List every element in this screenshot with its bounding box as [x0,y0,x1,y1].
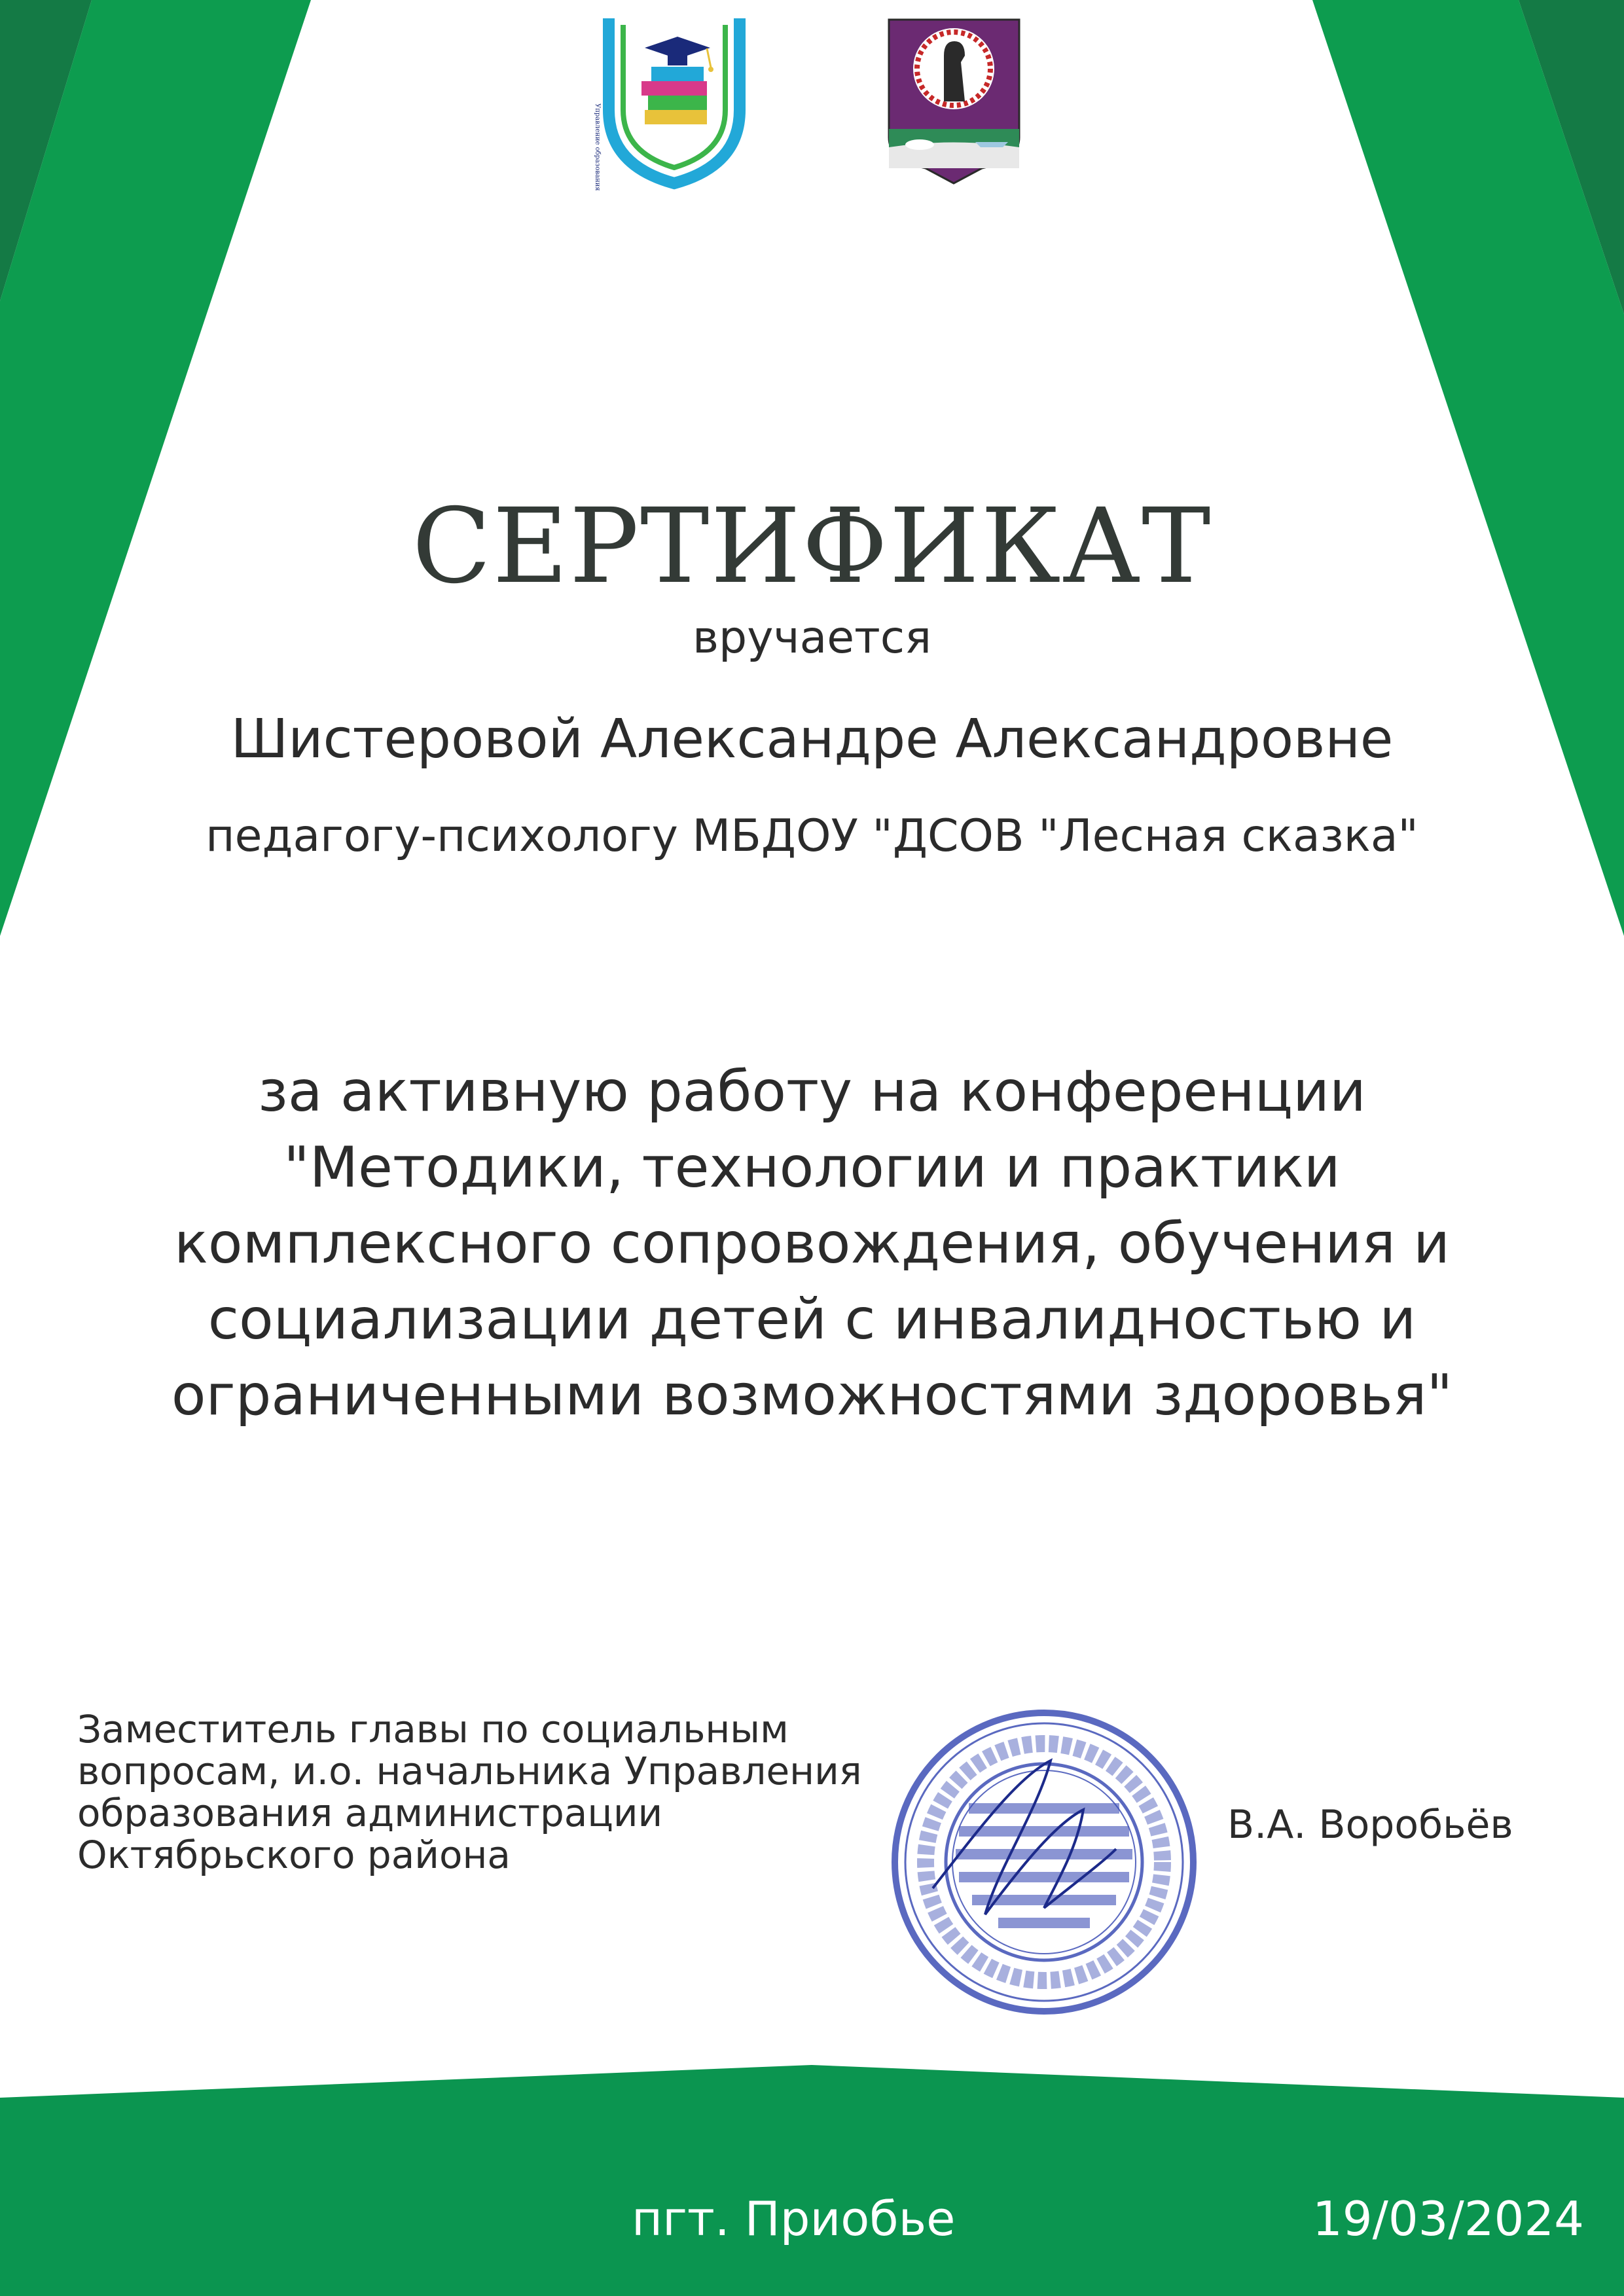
award-reason-line: социализации детей с инвалидностью и [208,1287,1416,1352]
award-reason-line: за активную работу на конференции [258,1059,1366,1124]
certificate-title: СЕРТИФИКАТ [412,486,1212,607]
signatory-name: В.А. Воробьёв [1227,1802,1513,1848]
recipient-role: педагогу-психологу МБДОУ "ДСОВ "Лесная сказка" [206,810,1418,862]
award-reason-line: комплексного сопровождения, обучения и [173,1211,1451,1276]
footer-date: 19/03/2024 [1312,2191,1584,2246]
recipient-name: Шистеровой Александре Александровне [230,708,1394,770]
signatory-title-line: образования администрации [77,1791,663,1835]
award-reason-line: ограниченными возможностями здоровья" [171,1363,1453,1428]
signatory-title-line: вопросам, и.о. начальника Управления [77,1749,862,1793]
signatory-title-line: Заместитель главы по социальным [77,1707,789,1751]
education-department-logo [583,12,766,195]
footer-place: пгт. Приобье [632,2191,956,2246]
coat-of-arms-logo [884,16,1024,187]
award-reason-line: "Методики, технологии и практики [283,1135,1341,1200]
award-reason [0,1054,1624,1433]
bottom-green-band [0,2065,1624,2296]
certificate-subtitle: вручается [692,612,932,664]
svg-text:Управление образования: Управление образования [594,103,601,191]
official-seal-stamp [887,1698,1201,2026]
signatory-title-line: Октябрьского района [77,1833,511,1877]
signatory-title [77,1708,994,1876]
